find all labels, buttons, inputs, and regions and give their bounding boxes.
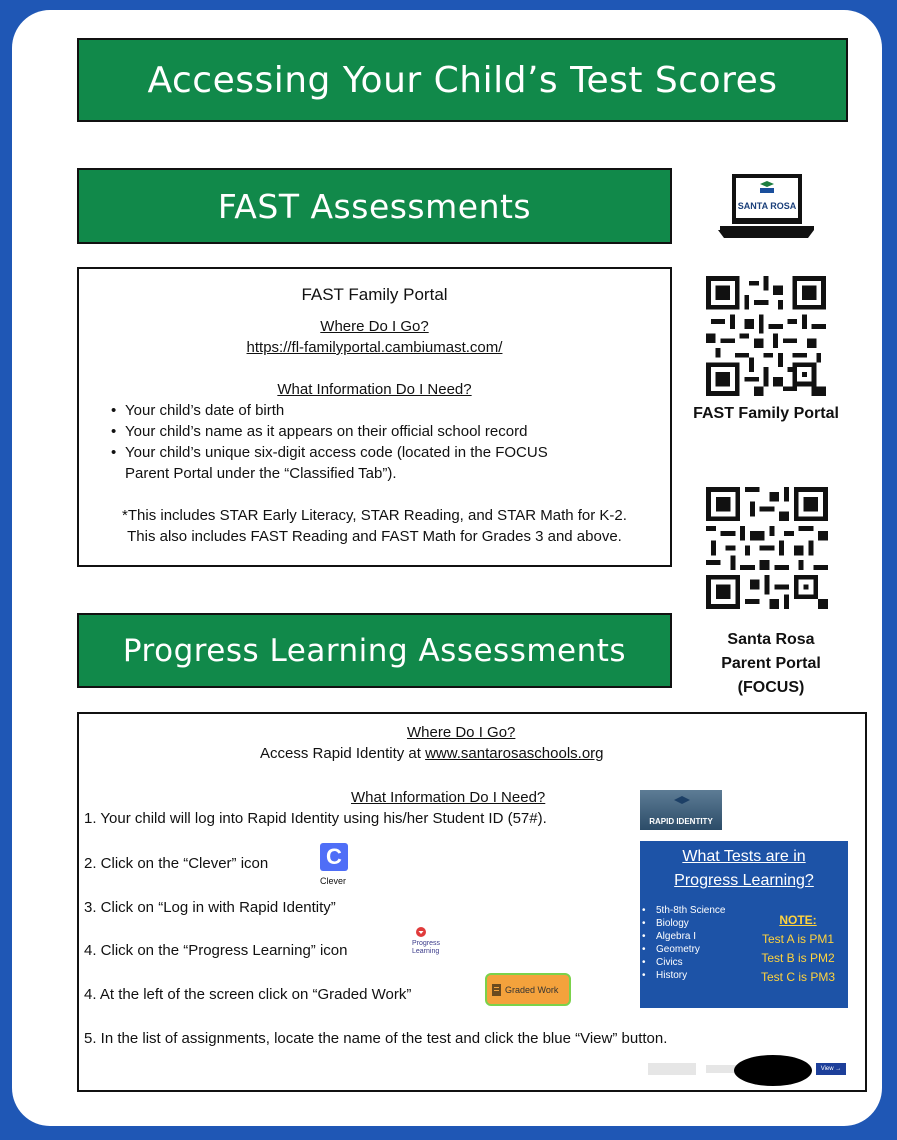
pl-step-4b: 4. At the left of the screen click on “Graded Work” [84, 986, 412, 1003]
tests-note-b: Test B is PM2 [761, 951, 835, 965]
progress-learning-banner: Progress Learning Assessments [77, 613, 672, 688]
fast-bullet-dob: • Your child’s date of birth [125, 402, 284, 419]
focus-portal-qr-code[interactable] [706, 487, 828, 609]
fast-bullet-name: • Your child’s name as it appears on their official school record [125, 423, 527, 440]
fast-portal-name: FAST Family Portal [301, 285, 448, 304]
fast-info-heading: What Information Do I Need? [277, 381, 472, 398]
tests-heading-line2: Progress Learning? [674, 872, 814, 889]
focus-portal-qr-label [690, 628, 852, 700]
fast-portal-qr-code[interactable] [706, 276, 826, 396]
tests-info-panel [640, 841, 848, 1008]
subject-item: • Algebra I [656, 930, 726, 943]
tests-note-a: Test A is PM1 [761, 932, 835, 946]
fast-bullet-access-code: • Your child’s unique six-digit access code (located in the FOCUS [125, 444, 548, 461]
fast-portal-qr-label: FAST Family Portal [693, 405, 839, 422]
fast-note-line2: This also includes FAST Reading and FAST Math for Grades 3 and above. [127, 528, 622, 545]
pl-step-5: 5. In the list of assignments, locate the name of the test and click the blue “View” button. [84, 1030, 668, 1047]
pl-info-heading: What Information Do I Need? [351, 789, 546, 806]
fast-info-box [77, 267, 672, 567]
graded-work-label: Graded Work [505, 984, 559, 995]
fast-note-line1: *This includes STAR Early Literacy, STAR Reading, and STAR Math for K-2. [122, 507, 627, 524]
clever-label: Clever [320, 876, 347, 886]
santarosa-schools-link[interactable]: www.santarosaschools.org [425, 745, 604, 762]
redaction-mark [734, 1055, 812, 1086]
pl-step-1: 1. Your child will log into Rapid Identity using his/her Student ID (57#). [84, 810, 547, 827]
pl-access-line [260, 745, 604, 762]
clever-icon: C [320, 843, 348, 871]
subject-item: • History [656, 969, 726, 982]
rapid-identity-label: RAPID IDENTITY [649, 817, 713, 826]
laptop-logo-icon [716, 172, 816, 240]
graded-work-button [485, 973, 571, 1006]
progress-learning-icon [412, 926, 448, 966]
subject-item: • Biology [656, 917, 726, 930]
view-button[interactable]: View → [816, 1063, 846, 1075]
assignment-name-redacted [648, 1063, 696, 1075]
subject-item: • Geometry [656, 943, 726, 956]
laptop-logo-text: SANTA ROSA [737, 201, 797, 211]
progress-learning-icon-label: Progress Learning [412, 940, 441, 955]
fast-portal-link[interactable]: https://fl-familyportal.cambiumast.com/ [246, 339, 503, 356]
assignment-row-mockup [648, 1055, 848, 1087]
tests-note-heading: NOTE: [779, 913, 817, 927]
focus-label-line1: Santa Rosa [727, 631, 815, 648]
pl-step-3: 3. Click on “Log in with Rapid Identity” [84, 899, 336, 916]
tests-note-c: Test C is PM3 [760, 970, 835, 984]
subject-item: • 5th-8th Science [656, 904, 726, 917]
page-title: Accessing Your Child’s Test Scores [77, 38, 848, 122]
pl-step-4: 4. Click on the “Progress Learning” icon [84, 942, 348, 959]
pl-where-heading: Where Do I Go? [407, 724, 516, 741]
tests-heading-line1: What Tests are in [682, 848, 806, 865]
fast-section-banner: FAST Assessments [77, 168, 672, 244]
pl-access-prefix: Access Rapid Identity at [260, 745, 426, 762]
focus-label-line3: (FOCUS) [737, 679, 805, 696]
focus-label-line2: Parent Portal [721, 655, 821, 672]
rapid-identity-logo [640, 790, 722, 830]
fast-where-heading: Where Do I Go? [320, 318, 429, 335]
pl-step-2: 2. Click on the “Clever” icon [84, 855, 269, 872]
fast-bullet-access-code-cont: Parent Portal under the “Classified Tab”). [125, 465, 397, 482]
subject-item: • Civics [656, 956, 726, 969]
